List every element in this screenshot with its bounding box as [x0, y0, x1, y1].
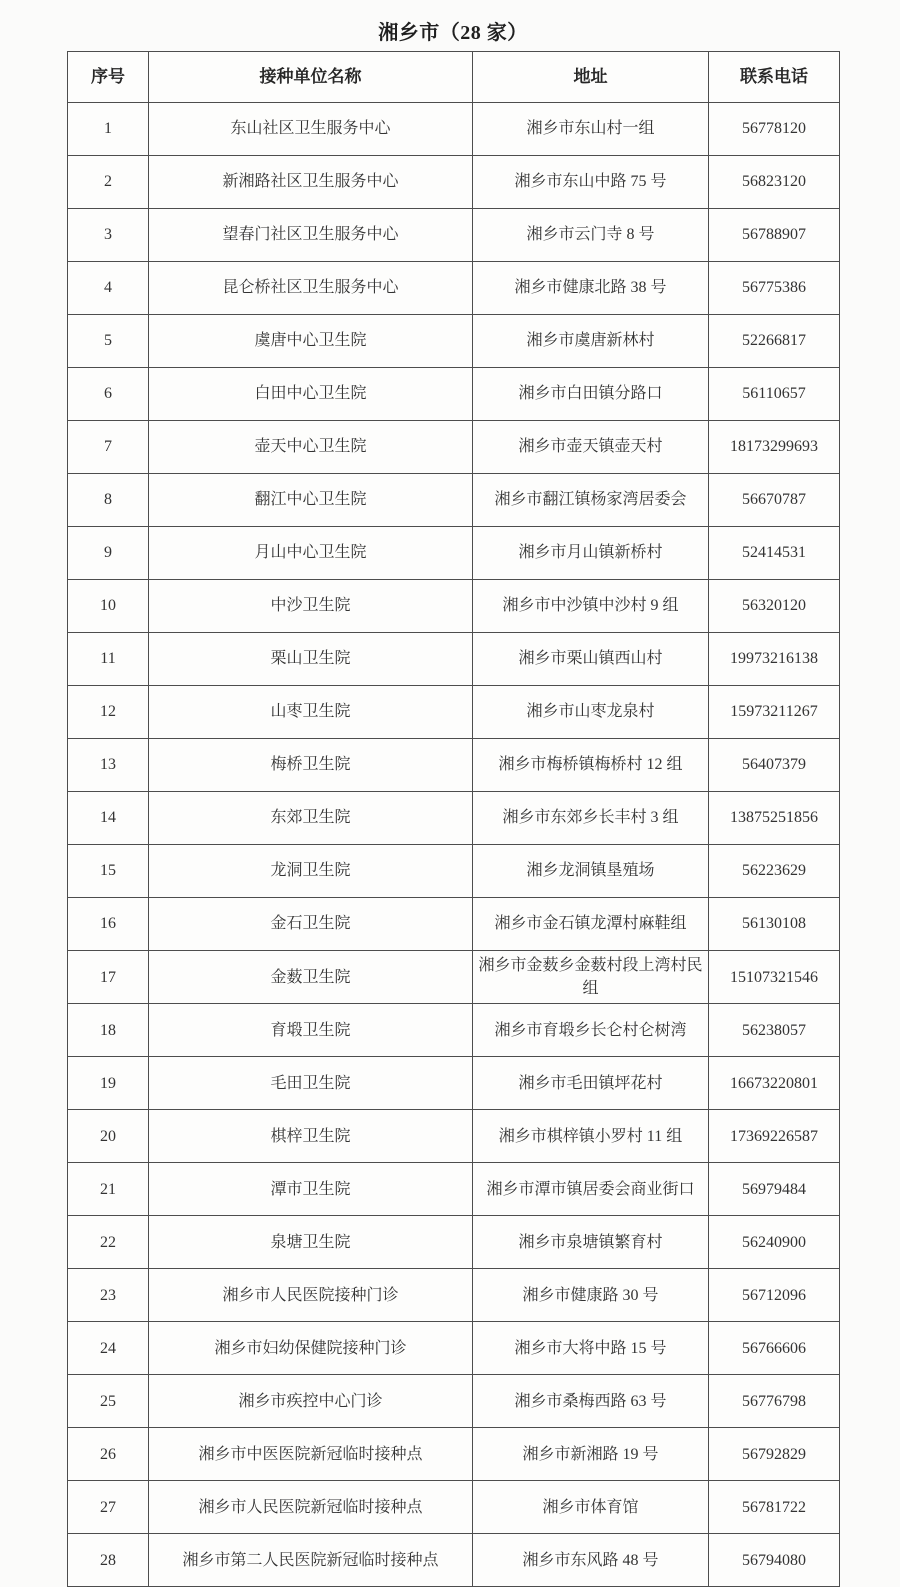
table-row	[68, 792, 840, 845]
table-row	[68, 1110, 840, 1163]
table-row	[68, 739, 840, 792]
cell-phone: 56670787	[709, 474, 840, 527]
cell-index: 6	[68, 368, 149, 421]
cell-index: 23	[68, 1269, 149, 1322]
cell-index: 25	[68, 1375, 149, 1428]
cell-index: 1	[68, 103, 149, 156]
cell-address: 湘乡市体育馆	[473, 1481, 709, 1534]
cell-index: 9	[68, 527, 149, 580]
cell-phone: 56712096	[709, 1269, 840, 1322]
cell-index: 5	[68, 315, 149, 368]
table-row	[68, 898, 840, 951]
cell-unit-name: 东郊卫生院	[149, 792, 473, 845]
cell-index: 28	[68, 1534, 149, 1587]
cell-unit-name: 望春门社区卫生服务中心	[149, 209, 473, 262]
cell-unit-name: 栗山卫生院	[149, 633, 473, 686]
cell-unit-name: 白田中心卫生院	[149, 368, 473, 421]
cell-address: 湘乡市大将中路 15 号	[473, 1322, 709, 1375]
cell-address: 湘乡市栗山镇西山村	[473, 633, 709, 686]
cell-index: 24	[68, 1322, 149, 1375]
cell-index: 19	[68, 1057, 149, 1110]
cell-phone: 56223629	[709, 845, 840, 898]
table-row	[68, 474, 840, 527]
cell-phone: 56792829	[709, 1428, 840, 1481]
cell-unit-name: 湘乡市疾控中心门诊	[149, 1375, 473, 1428]
cell-phone: 18173299693	[709, 421, 840, 474]
cell-index: 2	[68, 156, 149, 209]
cell-unit-name: 棋梓卫生院	[149, 1110, 473, 1163]
cell-unit-name: 翻江中心卫生院	[149, 474, 473, 527]
cell-unit-name: 湘乡市中医医院新冠临时接种点	[149, 1428, 473, 1481]
cell-unit-name: 湘乡市第二人民医院新冠临时接种点	[149, 1534, 473, 1587]
header-phone: 联系电话	[709, 52, 840, 103]
table-row	[68, 103, 840, 156]
cell-address: 湘乡市虞唐新林村	[473, 315, 709, 368]
table-row	[68, 1428, 840, 1481]
header-address: 地址	[473, 52, 709, 103]
table-row	[68, 209, 840, 262]
cell-address: 湘乡市桑梅西路 63 号	[473, 1375, 709, 1428]
cell-unit-name: 新湘路社区卫生服务中心	[149, 156, 473, 209]
cell-address: 湘乡市翻江镇杨家湾居委会	[473, 474, 709, 527]
cell-address: 湘乡市山枣龙泉村	[473, 686, 709, 739]
cell-index: 21	[68, 1163, 149, 1216]
cell-phone: 19973216138	[709, 633, 840, 686]
cell-phone: 56778120	[709, 103, 840, 156]
cell-address: 湘乡市壶天镇壶天村	[473, 421, 709, 474]
cell-phone: 56823120	[709, 156, 840, 209]
cell-phone: 56766606	[709, 1322, 840, 1375]
cell-unit-name: 龙洞卫生院	[149, 845, 473, 898]
table-row	[68, 845, 840, 898]
cell-unit-name: 昆仑桥社区卫生服务中心	[149, 262, 473, 315]
table-row	[68, 633, 840, 686]
cell-address: 湘乡市新湘路 19 号	[473, 1428, 709, 1481]
cell-index: 26	[68, 1428, 149, 1481]
cell-address: 湘乡市月山镇新桥村	[473, 527, 709, 580]
cell-phone: 52414531	[709, 527, 840, 580]
table-row	[68, 686, 840, 739]
document-page	[0, 16, 900, 1569]
table-row	[68, 1534, 840, 1587]
cell-address: 湘乡市梅桥镇梅桥村 12 组	[473, 739, 709, 792]
cell-unit-name: 虞唐中心卫生院	[149, 315, 473, 368]
cell-address: 湘乡市中沙镇中沙村 9 组	[473, 580, 709, 633]
cell-phone: 56775386	[709, 262, 840, 315]
cell-phone: 56781722	[709, 1481, 840, 1534]
cell-unit-name: 育塅卫生院	[149, 1004, 473, 1057]
cell-address: 湘乡市东风路 48 号	[473, 1534, 709, 1587]
page-title: 湘乡市（28 家）	[378, 22, 528, 44]
cell-index: 13	[68, 739, 149, 792]
cell-unit-name: 金薮卫生院	[149, 951, 473, 1004]
cell-unit-name: 东山社区卫生服务中心	[149, 103, 473, 156]
table-row	[68, 1322, 840, 1375]
cell-address: 湘乡市金薮乡金薮村段上湾村民组	[473, 951, 709, 1004]
cell-address: 湘乡市东郊乡长丰村 3 组	[473, 792, 709, 845]
table-row	[68, 262, 840, 315]
cell-unit-name: 壶天中心卫生院	[149, 421, 473, 474]
cell-index: 8	[68, 474, 149, 527]
cell-phone: 16673220801	[709, 1057, 840, 1110]
cell-phone: 56788907	[709, 209, 840, 262]
table-row	[68, 368, 840, 421]
cell-index: 17	[68, 951, 149, 1004]
cell-index: 4	[68, 262, 149, 315]
table-row	[68, 421, 840, 474]
cell-address: 湘乡市棋梓镇小罗村 11 组	[473, 1110, 709, 1163]
cell-unit-name: 月山中心卫生院	[149, 527, 473, 580]
cell-phone: 52266817	[709, 315, 840, 368]
cell-index: 18	[68, 1004, 149, 1057]
cell-index: 14	[68, 792, 149, 845]
table-row	[68, 1375, 840, 1428]
cell-address: 湘乡市潭市镇居委会商业街口	[473, 1163, 709, 1216]
cell-index: 7	[68, 421, 149, 474]
cell-unit-name: 湘乡市妇幼保健院接种门诊	[149, 1322, 473, 1375]
cell-index: 20	[68, 1110, 149, 1163]
cell-phone: 56979484	[709, 1163, 840, 1216]
cell-phone: 56110657	[709, 368, 840, 421]
header-name: 接种单位名称	[149, 52, 473, 103]
cell-phone: 15107321546	[709, 951, 840, 1004]
table-row	[68, 580, 840, 633]
table-row	[68, 1216, 840, 1269]
table-header-row	[68, 52, 840, 103]
table-row	[68, 1269, 840, 1322]
cell-phone: 56776798	[709, 1375, 840, 1428]
table-header	[68, 52, 840, 103]
cell-index: 15	[68, 845, 149, 898]
cell-phone: 17369226587	[709, 1110, 840, 1163]
cell-phone: 15973211267	[709, 686, 840, 739]
table-row	[68, 1004, 840, 1057]
cell-index: 22	[68, 1216, 149, 1269]
table-row	[68, 1057, 840, 1110]
cell-address: 湘乡龙洞镇垦殖场	[473, 845, 709, 898]
cell-index: 11	[68, 633, 149, 686]
cell-unit-name: 潭市卫生院	[149, 1163, 473, 1216]
cell-address: 湘乡市毛田镇坪花村	[473, 1057, 709, 1110]
cell-phone: 56794080	[709, 1534, 840, 1587]
cell-phone: 56240900	[709, 1216, 840, 1269]
cell-unit-name: 金石卫生院	[149, 898, 473, 951]
cell-index: 3	[68, 209, 149, 262]
cell-address: 湘乡市东山村一组	[473, 103, 709, 156]
cell-index: 10	[68, 580, 149, 633]
cell-unit-name: 中沙卫生院	[149, 580, 473, 633]
table-row	[68, 1163, 840, 1216]
cell-index: 27	[68, 1481, 149, 1534]
table-body	[68, 103, 840, 1587]
cell-unit-name: 湘乡市人民医院新冠临时接种点	[149, 1481, 473, 1534]
cell-phone: 56407379	[709, 739, 840, 792]
cell-address: 湘乡市泉塘镇繁育村	[473, 1216, 709, 1269]
cell-index: 16	[68, 898, 149, 951]
cell-address: 湘乡市健康北路 38 号	[473, 262, 709, 315]
cell-address: 湘乡市云门寺 8 号	[473, 209, 709, 262]
table-row	[68, 527, 840, 580]
cell-address: 湘乡市健康路 30 号	[473, 1269, 709, 1322]
cell-unit-name: 湘乡市人民医院接种门诊	[149, 1269, 473, 1322]
cell-unit-name: 泉塘卫生院	[149, 1216, 473, 1269]
table-row	[68, 315, 840, 368]
cell-phone: 56238057	[709, 1004, 840, 1057]
cell-unit-name: 梅桥卫生院	[149, 739, 473, 792]
cell-address: 湘乡市东山中路 75 号	[473, 156, 709, 209]
cell-unit-name: 山枣卫生院	[149, 686, 473, 739]
vaccination-sites-table	[67, 51, 840, 1587]
table-row	[68, 951, 840, 1004]
cell-address: 湘乡市育塅乡长仑村仑树湾	[473, 1004, 709, 1057]
cell-unit-name: 毛田卫生院	[149, 1057, 473, 1110]
cell-phone: 56320120	[709, 580, 840, 633]
cell-phone: 56130108	[709, 898, 840, 951]
header-index: 序号	[68, 52, 149, 103]
cell-address: 湘乡市白田镇分路口	[473, 368, 709, 421]
cell-phone: 13875251856	[709, 792, 840, 845]
cell-address: 湘乡市金石镇龙潭村麻鞋组	[473, 898, 709, 951]
cell-index: 12	[68, 686, 149, 739]
table-row	[68, 1481, 840, 1534]
table-row	[68, 156, 840, 209]
